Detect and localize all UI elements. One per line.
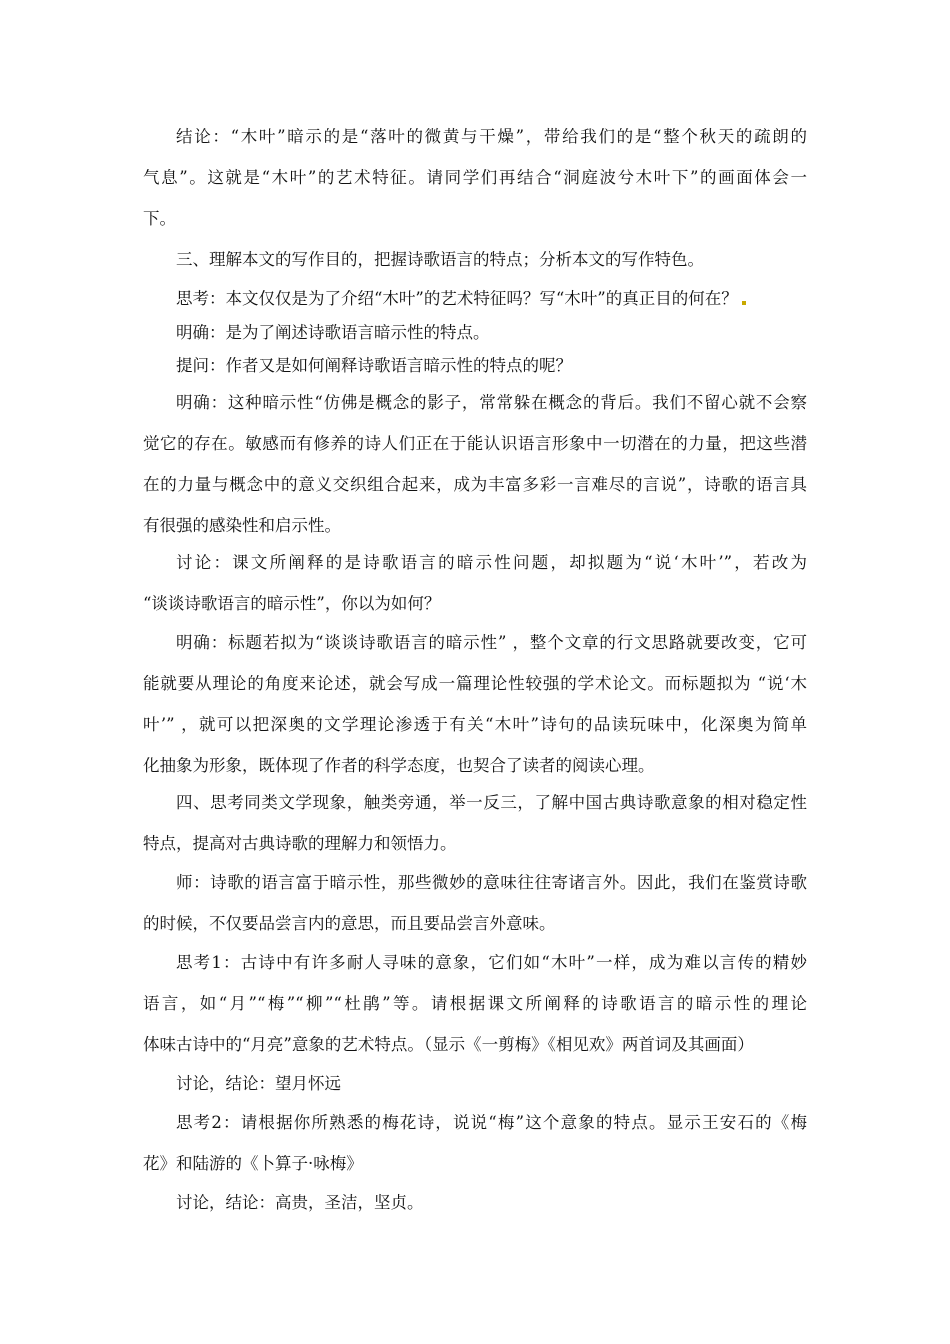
paragraph-line: 在的力量与概念中的意义交织组合起来，成为丰富多彩一言难尽的言说”，诗歌的语言具: [143, 475, 807, 494]
paragraph-line: 明确：是为了阐述诗歌语言暗示性的特点。: [176, 323, 490, 342]
paragraph-line: “谈谈诗歌语言的暗示性”，你以为如何？: [143, 594, 441, 613]
paragraph-line: 觉它的存在。敏感而有修养的诗人们正在于能认识语言形象中一切潜在的力量，把这些潜: [143, 434, 807, 453]
paragraph-line: 思考：本文仅仅是为了介绍“木叶”的艺术特征吗？写“木叶”的真正目的何在？: [176, 289, 807, 309]
section-heading: 四、思考同类文学现象，触类旁通，举一反三，了解中国古典诗歌意象的相对稳定性: [176, 793, 807, 812]
paragraph-line: 提问：作者又是如何阐释诗歌语言暗示性的特点的呢？: [176, 356, 572, 375]
paragraph-line: 气息”。这就是“木叶”的艺术特征。请同学们再结合“洞庭波兮木叶下”的画面体会一: [143, 168, 807, 187]
section-heading: 三、理解本文的写作目的，把握诗歌语言的特点；分析本文的写作特色。: [176, 250, 704, 269]
paragraph-line: 明确：标题若拟为“谈谈诗歌语言的暗示性” ，整个文章的行文思路就要改变，它可: [176, 633, 807, 652]
paragraph-line: 讨论，结论：高贵，圣洁，坚贞。: [176, 1193, 424, 1212]
paragraph-line: 思考2：请根据你所熟悉的梅花诗，说说“梅”这个意象的特点。显示王安石的《梅: [176, 1113, 807, 1132]
paragraph-line: 结论：“木叶”暗示的是“落叶的微黄与干燥”，带给我们的是“整个秋天的疏朗的: [176, 127, 807, 146]
paragraph-line: 化抽象为形象，既体现了作者的科学态度，也契合了读者的阅读心理。: [143, 756, 655, 775]
paragraph-line: 有很强的感染性和启示性。: [143, 516, 341, 535]
paragraph-line: 花》和陆游的《卜算子·咏梅》: [143, 1154, 363, 1173]
paragraph-line: 叶’” ，就可以把深奥的文学理论渗透于有关“木叶”诗句的品读玩味中，化深奥为简单: [143, 715, 807, 734]
paragraph-line: 明确：这种暗示性“仿佛是概念的影子，常常躲在概念的背后。我们不留心就不会察: [176, 393, 807, 412]
paragraph-line: 讨论：课文所阐释的是诗歌语言的暗示性问题，却拟题为“说‘木叶’”，若改为: [176, 553, 807, 572]
paragraph-line: 体味古诗中的“月亮”意象的艺术特点。（显示《一剪梅》《相见欢》两首词及其画面）: [143, 1035, 754, 1054]
paragraph-line: 思考1：古诗中有许多耐人寻味的意象，它们如“木叶”一样，成为难以言传的精妙: [176, 953, 807, 972]
paragraph-line: 下。: [143, 209, 176, 228]
section-heading: 特点，提高对古典诗歌的理解力和领悟力。: [143, 834, 457, 853]
paragraph-line: 语言，如“月”“梅”“柳”“杜鹃”等。请根据课文所阐释的诗歌语言的暗示性的理论: [143, 994, 807, 1013]
mark-dot: [742, 301, 746, 305]
paragraph-line: 讨论，结论：望月怀远: [176, 1074, 341, 1093]
paragraph-line: 的时候，不仅要品尝言内的意思，而且要品尝言外意味。: [143, 914, 556, 933]
paragraph-line: 师：诗歌的语言富于暗示性，那些微妙的意味往往寄诸言外。因此，我们在鉴赏诗歌: [176, 873, 807, 892]
paragraph-line: 能就要从理论的角度来论述，就会写成一篇理论性较强的学术论文。而标题拟为 “说‘木: [143, 674, 807, 693]
